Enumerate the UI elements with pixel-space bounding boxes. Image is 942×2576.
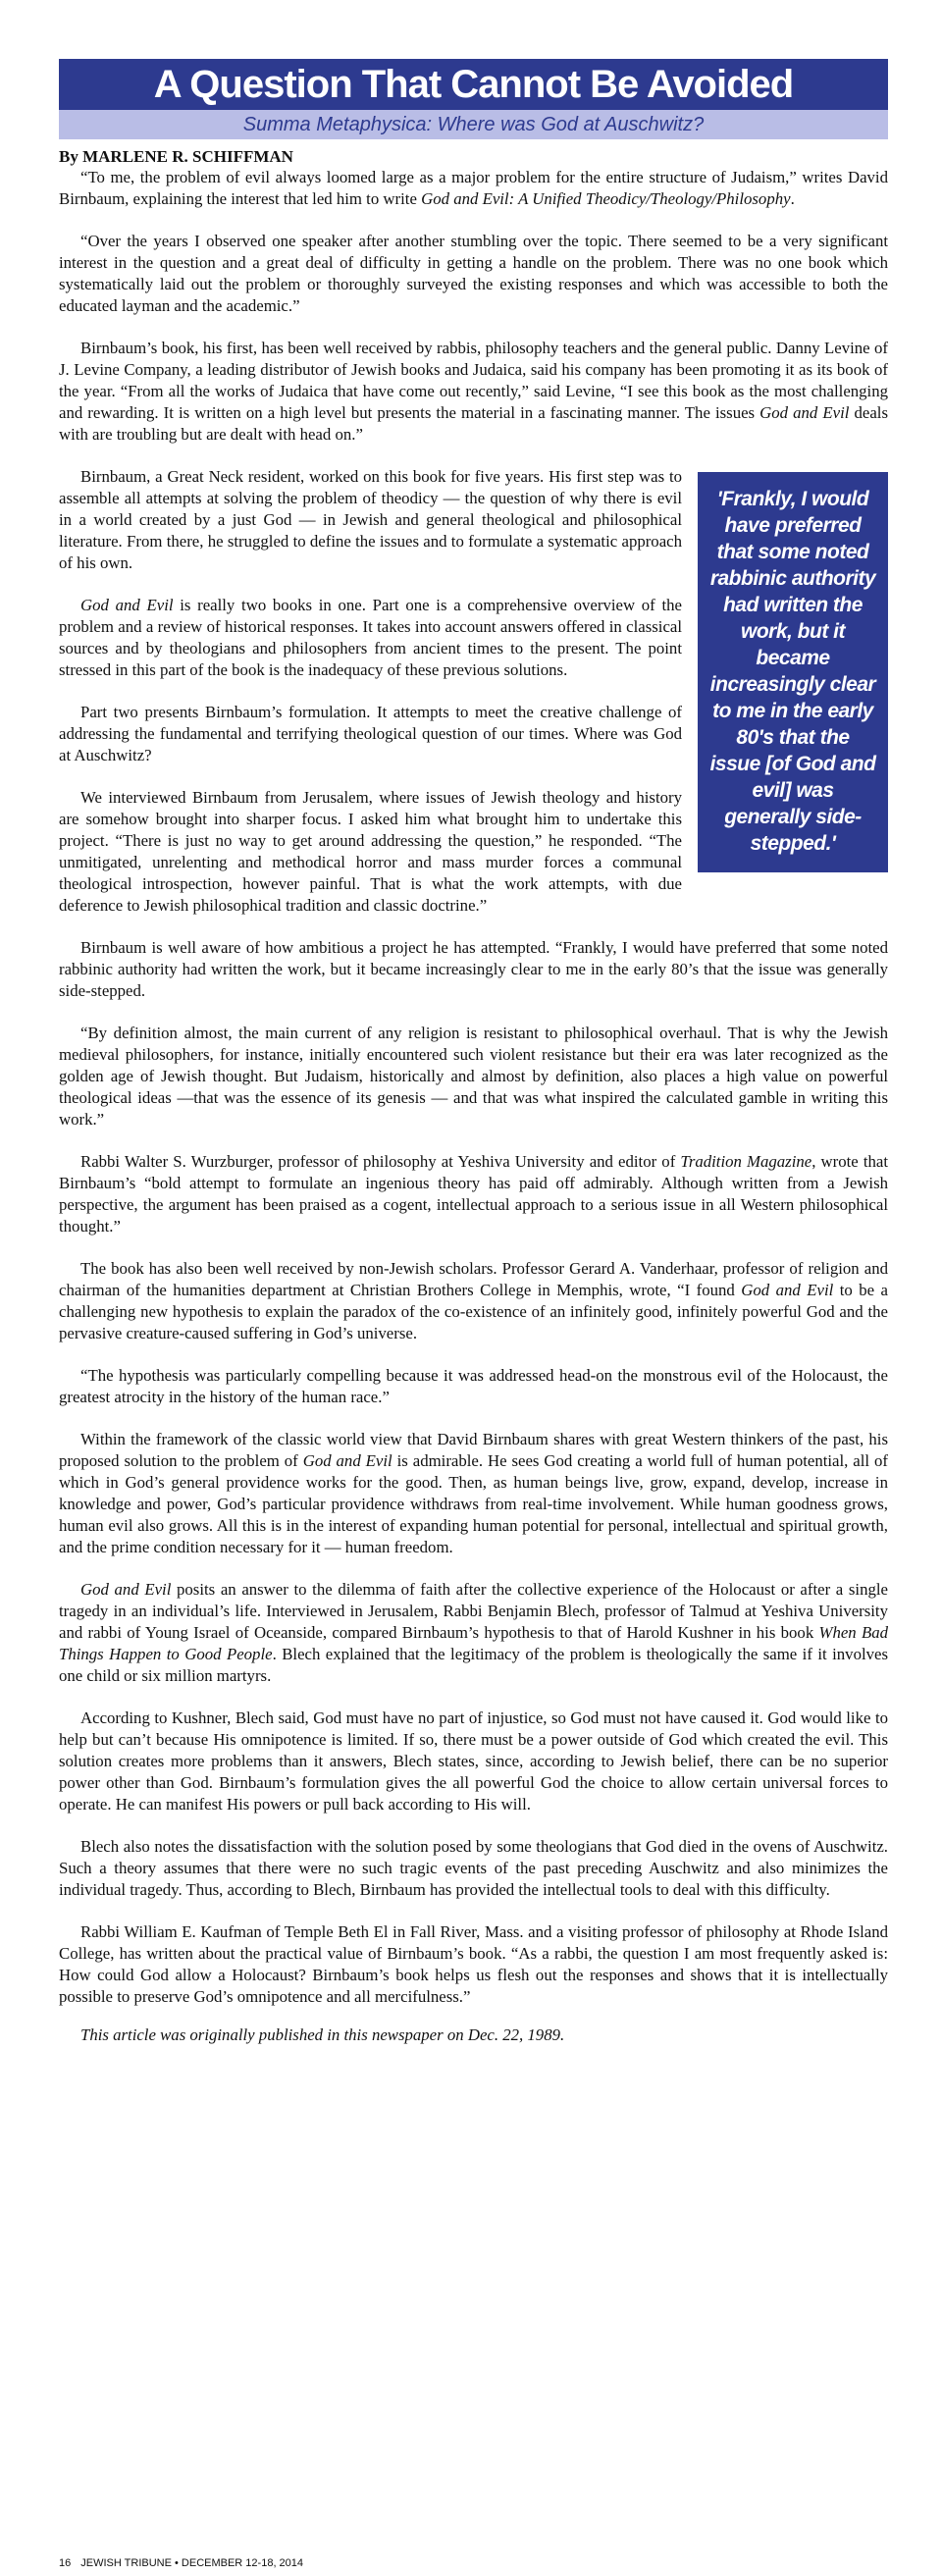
page-number: 16 bbox=[59, 2557, 72, 2569]
paragraph: We interviewed Birnbaum from Jerusalem, where issues of Jewish theology and history are somehow brought into sharper focus. I asked him what brought him to undertake this project. “There is just no way to get around addressing the question,” he responded. “The unmitigated, unrelenting and methodical horror and mass murder forces a communal theological introspection, however painful. That is what the work attempts, with due deference to Jewish philosophical tradition and classic doctrine.” bbox=[59, 788, 682, 915]
byline: By MARLENE R. SCHIFFMAN bbox=[59, 147, 293, 166]
paragraph: Blech also notes the dissatisfaction with the solution posed by some theologians that God died in the ovens of Auschwitz. Such a theory assumes that there were no such tragic events of the past preceding Auschwitz and also minimizes the individual tragedy. Thus, according to Blech, Birnbaum has provided the intellectual tools to deal with this difficulty. bbox=[59, 1837, 888, 1899]
pull-quote: 'Frankly, I would have preferred that some noted rabbinic authority had written the work, but it became increasingly clear to me in the early 80's that the issue [of God and evil] was generally side-stepped.' bbox=[698, 472, 888, 872]
paragraph: Birnbaum’s book, his first, has been well received by rabbis, philosophy teachers and the general public. Danny Levine of J. Levine Company, a leading distributor of Jewish books and Judaica, said his company has been promoting it as its book of the year. “From all the works of Judaica that have come out recently,” said Levine, “I see this book as the most challenging and rewarding. It is written on a high level but presents the material in a fascinating manner. The issues God and Evil deals with are troubling but are dealt with head on.” bbox=[59, 339, 888, 444]
paragraph: “To me, the problem of evil always loomed large as a major problem for the entire structure of Judaism,” writes David Birnbaum, explaining the interest that led him to write God and Evil: A Unified Theodicy/Theology/Philosophy. bbox=[59, 168, 888, 208]
page-footer bbox=[59, 2557, 313, 2569]
paragraph: “Over the years I observed one speaker after another stumbling over the topic. There seemed to be a very significant interest in the question and a great deal of difficulty in getting a handle on the problem. There was no one book which systematically laid out the problem or thoroughly surveyed the existing responses and which was accessible to both the educated layman and the academic.” bbox=[59, 232, 888, 315]
paragraph: God and Evil is really two books in one. Part one is a comprehensive overview of the problem and a review of historical responses. It takes into account answers offered in classical sources and by theologians and philosophers from ancient times to the present. The point stressed in this part of the book is the inadequacy of these previous solutions. bbox=[59, 596, 682, 679]
paragraph: The book has also been well received by non-Jewish scholars. Professor Gerard A. Vanderhaar, professor of religion and chairman of the humanities department at Christian Brothers College in Memphis, wrote, “I found God and Evil to be a challenging new hypothesis to explain the paradox of the co-existence of an infinitely good, infinitely powerful God and the pervasive creature-caused suffering in God’s universe. bbox=[59, 1259, 888, 1342]
article-body bbox=[59, 167, 888, 2046]
article-page bbox=[59, 59, 888, 2046]
paragraph: “The hypothesis was particularly compelling because it was addressed head-on the monstrous evil of the Holocaust, the greatest atrocity in the history of the human race.” bbox=[59, 1366, 888, 1406]
paragraph: God and Evil posits an answer to the dilemma of faith after the collective experience of the Holocaust or after a single tragedy in an individual’s life. Interviewed in Jerusalem, Rabbi Benjamin Blech, professor of Talmud at Yeshiva University and rabbi of Young Israel of Oceanside, compared Birnbaum’s hypothesis to that of Harold Kushner in his book When Bad Things Happen to Good People. Blech explained that the legitimacy of the problem is theologically the same if it involves one child or six million martyrs. bbox=[59, 1580, 889, 1685]
paragraph: Within the framework of the classic world view that David Birnbaum shares with great Western thinkers of the past, his proposed solution to the problem of God and Evil is admirable. He sees God creating a world full of human potential, all of which in God’s general providence works for the good. Then, as human beings live, grow, expand, develop, increase in knowledge and power, God’s particular providence withdraws from real-time involvement. While human goodness grows, human evil also grows. All this is in the interest of expanding human potential for personal, intellectual and spiritual growth, and the prime condition necessary for it — human freedom. bbox=[59, 1430, 888, 1556]
publication-line: JEWISH TRIBUNE • DECEMBER 12-18, 2014 bbox=[80, 2557, 304, 2569]
article-title: A Question That Cannot Be Avoided bbox=[59, 59, 888, 110]
paragraph: Birnbaum is well aware of how ambitious a project he has attempted. “Frankly, I would have preferred that some noted rabbinic authority had written the work, but it became increasingly clear to me in the early 80’s that the issue was generally side-stepped. bbox=[59, 938, 888, 1000]
paragraph: “By definition almost, the main current of any religion is resistant to philosophical overhaul. That is why the Jewish medieval philosophers, for instance, initially encountered such violent resistance but their era was later recognized as the golden age of Jewish thought. But Judaism, historically and almost by definition, also places a high value on powerful theological ideas —that was the essence of its genesis — and that was what inspired the calculated gamble in writing this work.” bbox=[59, 1024, 888, 1129]
paragraph: Rabbi William E. Kaufman of Temple Beth El in Fall River, Mass. and a visiting professor of philosophy at Rhode Island College, has written about the practical value of Birnbaum’s book. “As a rabbi, the question I am most frequently asked is: How could God allow a Holocaust? Birnbaum’s book helps us flesh out the responses and shows that it is intellectually possible to preserve God’s omnipotence and all mercifulness.” bbox=[59, 1922, 888, 2006]
article-subtitle: Summa Metaphysica: Where was God at Auschwitz? bbox=[59, 110, 888, 139]
publication-note: This article was originally published in this newspaper on Dec. 22, 1989. bbox=[80, 2025, 565, 2044]
paragraph: Rabbi Walter S. Wurzburger, professor of philosophy at Yeshiva University and editor of Tradition Magazine, wrote that Birnbaum’s “bold attempt to formulate an ingenious theory has paid off admirably. Although written from a Jewish perspective, the argument has been praised as a cogent, intellectual approach to a serious issue in all Western philosophical thought.” bbox=[59, 1152, 888, 1235]
paragraph: Part two presents Birnbaum’s formulation. It attempts to meet the creative challenge of addressing the fundamental and terrifying theological question of our times. Where was God at Auschwitz? bbox=[59, 703, 682, 764]
paragraph: According to Kushner, Blech said, God must have no part of injustice, so God must not have caused it. God would like to help but can’t because His omnipotence is limited. If so, there must be a power outside of God which created the evil. This solution creates more problems than it answers, Blech states, since, according to Jewish belief, there can be no superior power other than God. Birnbaum’s formulation gives the all powerful God the choice to allow certain universal forces to operate. He can manifest His powers or pull back according to His will. bbox=[59, 1709, 888, 1814]
paragraph: Birnbaum, a Great Neck resident, worked on this book for five years. His first step was to assemble all attempts at solving the problem of theodicy — the question of why there is evil in a world created by a just God — in Jewish and general theological and philosophical literature. From there, he struggled to define the issues and to formulate a systematic approach of his own. bbox=[59, 467, 682, 572]
